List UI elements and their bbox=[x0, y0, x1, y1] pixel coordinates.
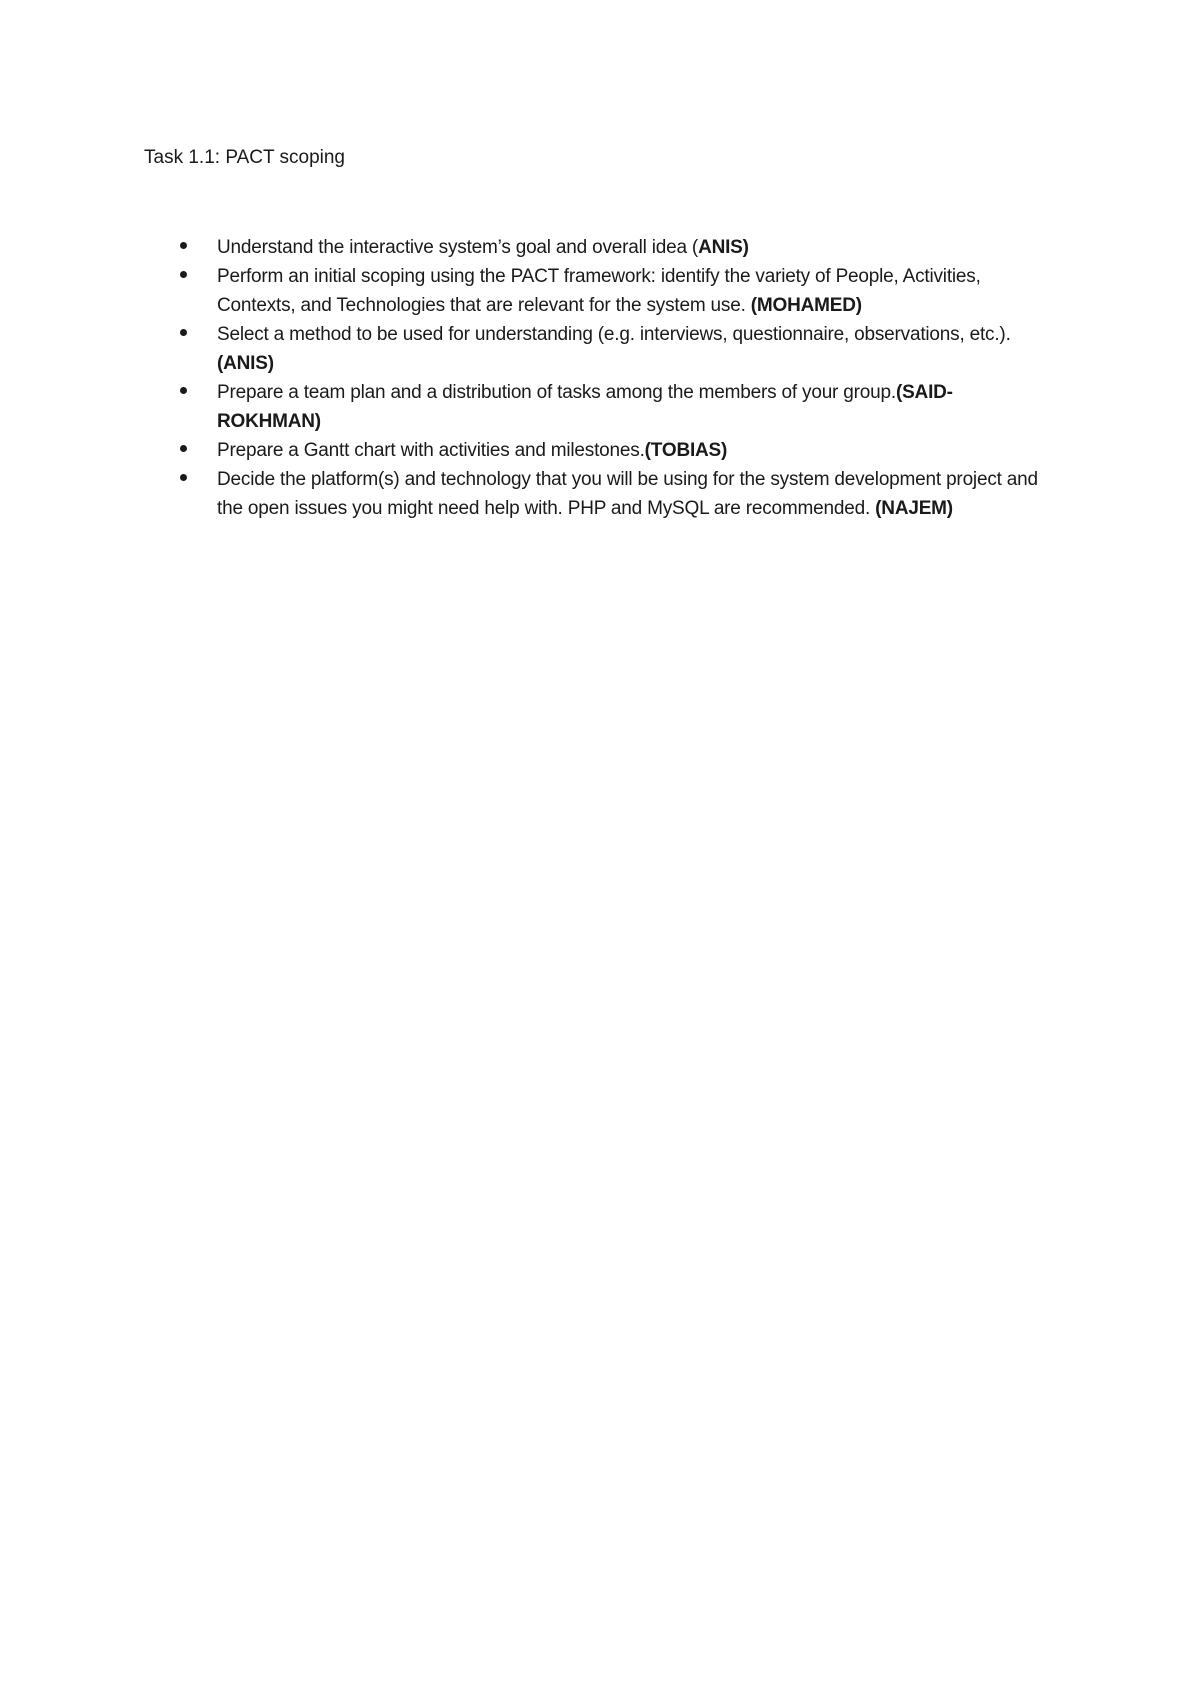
bullet-icon bbox=[180, 474, 187, 481]
task-description: Prepare a Gantt chart with activities and milestones. bbox=[217, 440, 645, 461]
task-text bbox=[217, 378, 1047, 436]
task-assignee: (MOHAMED) bbox=[750, 295, 862, 316]
list-item bbox=[0, 233, 1200, 262]
bullet-icon bbox=[180, 242, 187, 249]
task-description: Select a method to be used for understanding (e.g. interviews, questionnaire, observations, etc.). bbox=[217, 324, 1011, 345]
task-assignee: ANIS) bbox=[698, 237, 749, 258]
list-item bbox=[0, 262, 1200, 320]
bullet-icon bbox=[180, 271, 187, 278]
task-text bbox=[217, 465, 1047, 523]
task-assignee: (ANIS) bbox=[217, 353, 274, 374]
task-text bbox=[217, 262, 1047, 320]
list-item bbox=[0, 378, 1200, 436]
task-assignee: (NAJEM) bbox=[875, 498, 953, 519]
list-item bbox=[0, 320, 1200, 378]
task-text bbox=[217, 233, 1047, 262]
task-list bbox=[0, 233, 1200, 523]
bullet-icon bbox=[180, 445, 187, 452]
task-text bbox=[217, 320, 1047, 378]
list-item bbox=[0, 465, 1200, 523]
task-text bbox=[217, 436, 1047, 465]
task-description: Decide the platform(s) and technology that you will be using for the system development project and the open issues you might need help with. PHP and MySQL are recommended. bbox=[217, 469, 1038, 519]
task-assignee: (SAID-ROKHMAN) bbox=[217, 382, 953, 432]
bullet-icon bbox=[180, 329, 187, 336]
task-description: Prepare a team plan and a distribution of tasks among the members of your group. bbox=[217, 382, 896, 403]
task-description: Perform an initial scoping using the PACT framework: identify the variety of People, Activities, Contexts, and Technologies that are relevant for the system use. bbox=[217, 266, 981, 316]
list-item bbox=[0, 436, 1200, 465]
task-assignee: (TOBIAS) bbox=[644, 440, 728, 461]
task-description: Understand the interactive system’s goal and overall idea ( bbox=[217, 237, 699, 258]
bullet-icon bbox=[180, 387, 187, 394]
page-title: Task 1.1: PACT scoping bbox=[144, 147, 346, 168]
